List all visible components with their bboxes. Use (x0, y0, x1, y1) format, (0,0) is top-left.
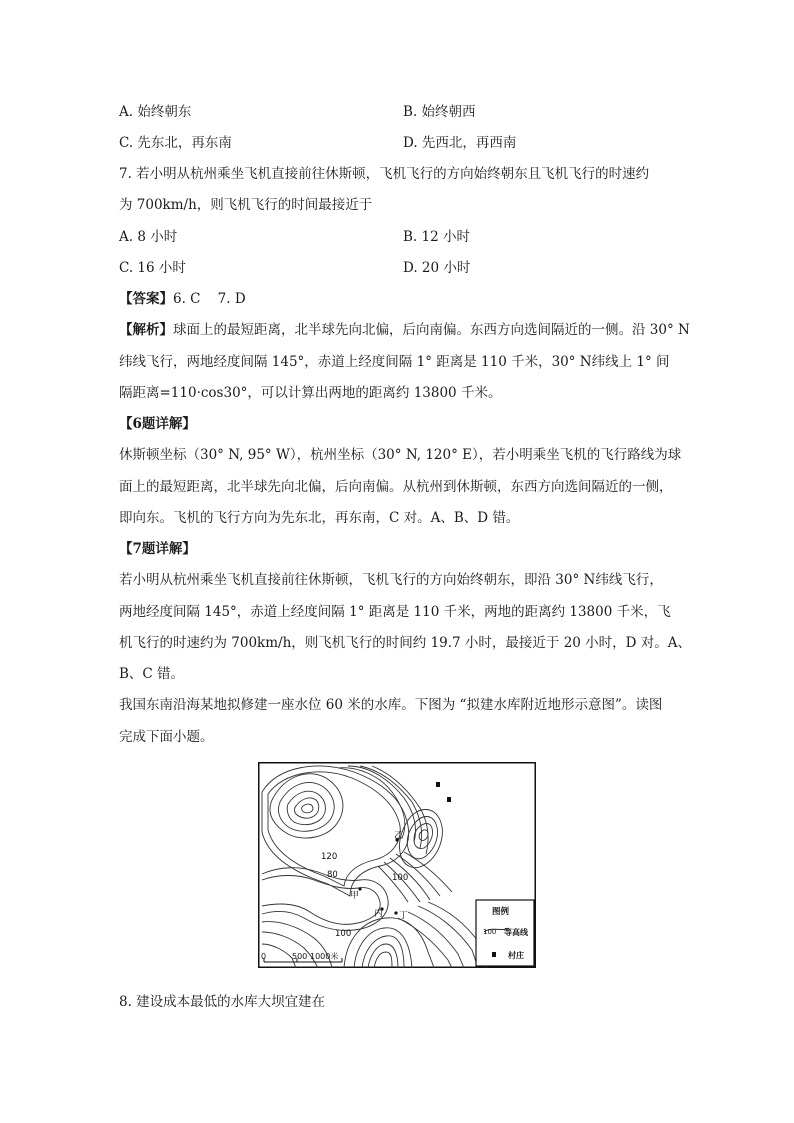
analysis-line2: 纬线飞行，两地经度间隔 145°，赤道上经度间隔 1° 距离是 110 千米，30° N纬线上 1° 间 (119, 354, 670, 370)
intro-line2: 完成下面小题。 (119, 729, 214, 745)
answer-text: 6. C 7. D (173, 291, 246, 307)
scale-mid: 500 (292, 952, 308, 961)
q7-stem-line1: 7. 若小明从杭州乘坐飞机直接前往休斯顿，飞机飞行的方向始终朝东且飞机飞行的时速约 (119, 166, 650, 182)
point-yi-label: 乙 (394, 831, 404, 841)
answer-tag: 【答案】 (119, 291, 173, 307)
q6-option-b: B. 始终朝西 (403, 104, 476, 120)
scale-end: 1000米 (310, 952, 339, 961)
contour-label-100-lower: 100 (335, 929, 352, 939)
contour-label-100-right: 100 (392, 873, 409, 883)
legend-contour-label: 等高线 (504, 928, 528, 937)
legend-village-icon (492, 952, 496, 957)
q7-option-d: D. 20 小时 (403, 260, 471, 276)
village-marker-2 (447, 797, 451, 802)
detail6-header: 【6题详解】 (119, 416, 196, 432)
point-bing-label: 丙 (374, 909, 384, 919)
legend-contour-value: 100 (483, 928, 497, 936)
analysis-text1: 球面上的最短距离，北半球先向北偏，后向南偏。东西方向选间隔近的一侧。沿 30° N (173, 322, 690, 338)
detail7-line2: 两地经度间隔 145°，赤道上经度间隔 1° 距离是 110 千米，两地的距离约 13800 千米，飞 (119, 604, 671, 620)
q7-option-b: B. 12 小时 (403, 229, 470, 245)
contour-map (258, 762, 536, 968)
q7-option-a: A. 8 小时 (119, 229, 178, 245)
answer-line (119, 293, 246, 307)
analysis-line1 (119, 324, 690, 338)
q7-stem-line2: 为 700km/h，则飞机飞行的时间最接近于 (119, 197, 373, 213)
point-jia-label: 甲 (350, 891, 360, 901)
point-ding-dot (394, 911, 397, 914)
analysis-tag: 【解析】 (119, 322, 173, 338)
detail6-line1: 休斯顿坐标（30° N, 95° W），杭州坐标（30° N, 120° E），若小明乘坐飞机的飞行路线为球 (119, 447, 682, 463)
legend-title: 图例 (492, 907, 510, 917)
q8-stem: 8. 建设成本最低的水库大坝宜建在 (119, 994, 326, 1010)
detail7-header: 【7题详解】 (119, 541, 196, 557)
q6-option-c: C. 先东北，再东南 (119, 135, 232, 151)
contour-label-120: 120 (321, 852, 338, 862)
detail7-line3: 机飞行的时速约为 700km/h，则飞机飞行的时间约 19.7 小时，最接近于 20 小时，D 对。A、 (119, 635, 692, 651)
analysis-line3: 隔距离=110·cos30°，可以计算出两地的距离约 13800 千米。 (119, 385, 502, 401)
scale-zero: 0 (261, 952, 267, 961)
q6-option-d: D. 先西北，再西南 (403, 135, 517, 151)
detail6-line2: 面上的最短距离，北半球先向北偏，后向南偏。从杭州到休斯顿，东西方向选间隔近的一侧， (119, 479, 673, 495)
intro-line1: 我国东南沿海某地拟修建一座水位 60 米的水库。下图为 “拟建水库附近地形示意图”。读图 (119, 697, 663, 713)
village-marker-1 (436, 782, 440, 787)
point-ding-label: 丁 (399, 911, 409, 921)
detail6-line3: 即向东。飞机的飞行方向为先东北，再东南，C 对。A、B、D 错。 (119, 510, 520, 526)
q6-option-a: A. 始终朝东 (119, 104, 192, 120)
q7-option-c: C. 16 小时 (119, 260, 186, 276)
detail7-line4: B、C 错。 (119, 666, 185, 682)
detail7-line1: 若小明从杭州乘坐飞机直接前往休斯顿，飞机飞行的方向始终朝东，即沿 30° N纬线飞行， (119, 572, 663, 588)
contour-label-80: 80 (327, 870, 338, 880)
map-legend (476, 900, 534, 966)
legend-village-label: 村庄 (508, 951, 524, 960)
